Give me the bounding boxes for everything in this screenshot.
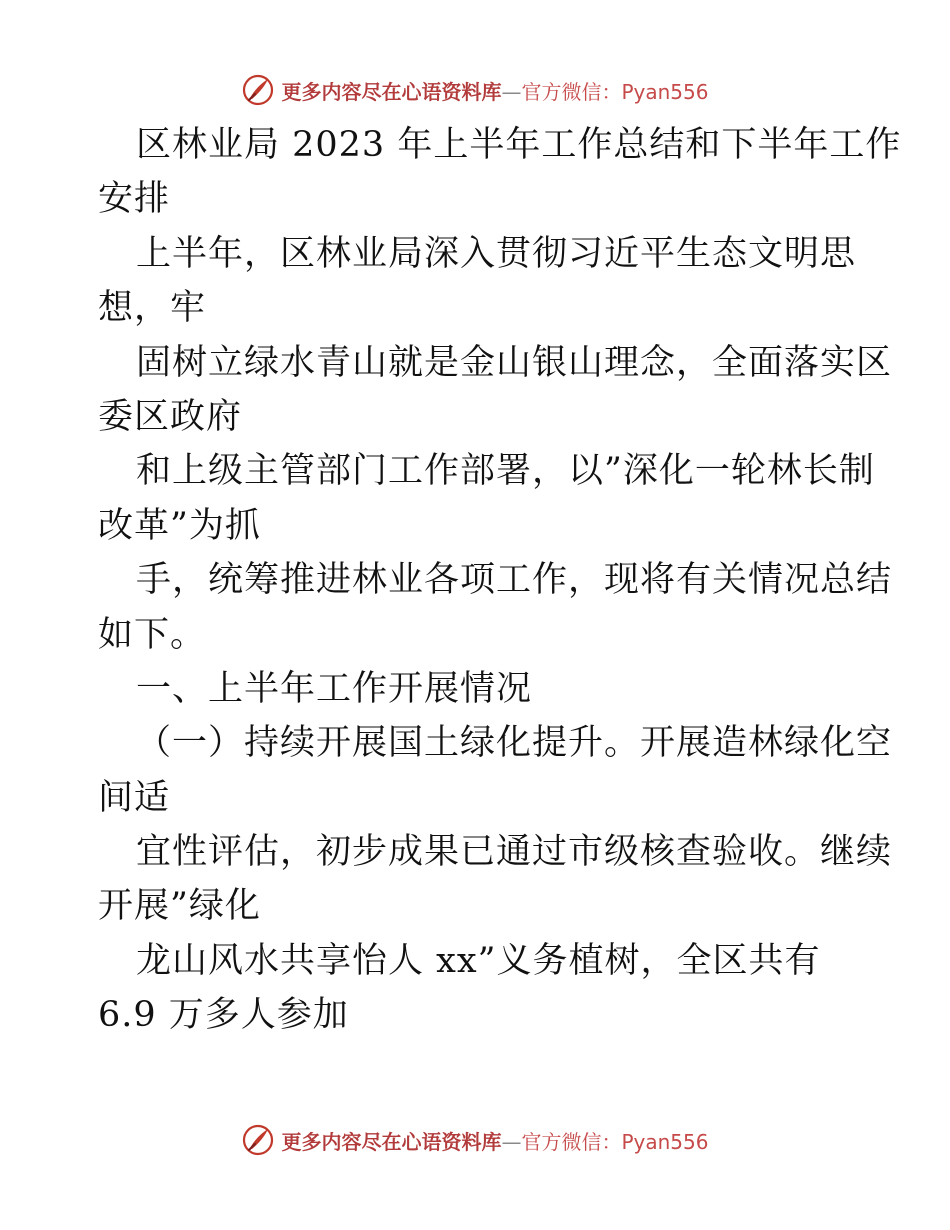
title-line-1: 区林业局 2023 年上半年工作总结和下半年工作: [136, 125, 902, 165]
section-heading: 一、上半年工作开展情况: [136, 668, 533, 709]
title-line-2: 安排: [98, 179, 171, 220]
paragraph-line: 宜性评估，初步成果已通过市级核查验收。继续: [136, 832, 893, 873]
watermark-lead: 更多内容尽在心语资料库: [281, 79, 502, 104]
paragraph-line: 改革”为抓: [98, 505, 261, 546]
paragraph-line: 委区政府: [98, 396, 243, 437]
watermark-header: [0, 70, 950, 110]
quill-logo-icon: [241, 1123, 275, 1157]
watermark-footer: [0, 1120, 950, 1160]
document-body: [98, 118, 902, 1043]
paragraph-line: 手，统筹推进林业各项工作，现将有关情况总结: [136, 560, 893, 601]
paragraph-line: 和上级主管部门工作部署，以”深化一轮林长制: [136, 451, 875, 492]
watermark-separator: —: [501, 79, 522, 104]
quill-logo-icon: [241, 73, 275, 107]
paragraph-line: 想，牢: [98, 288, 207, 329]
watermark-tail: 官方微信：Pyan556: [521, 79, 709, 104]
paragraph-line: 龙山风水共享怡人 xx”义务植树，全区共有: [136, 940, 821, 981]
subsection-line: （一）持续开展国土绿化提升。开展造林绿化空: [136, 723, 893, 764]
watermark-text: [281, 76, 708, 105]
paragraph-line: 如下。: [98, 614, 207, 655]
paragraph-line: 上半年，区林业局深入贯彻习近平生态文明思: [136, 233, 857, 274]
paragraph-line: 间适: [98, 777, 171, 818]
watermark-lead: 更多内容尽在心语资料库: [281, 1129, 502, 1154]
paragraph-line: 固树立绿水青山就是金山银山理念，全面落实区: [136, 342, 893, 383]
watermark-tail: 官方微信：Pyan556: [521, 1129, 709, 1154]
watermark-text: [281, 1126, 708, 1155]
watermark-separator: —: [501, 1129, 522, 1154]
paragraph-line: 开展”绿化: [98, 886, 261, 927]
paragraph-line: 6.9 万多人参加: [98, 995, 349, 1036]
